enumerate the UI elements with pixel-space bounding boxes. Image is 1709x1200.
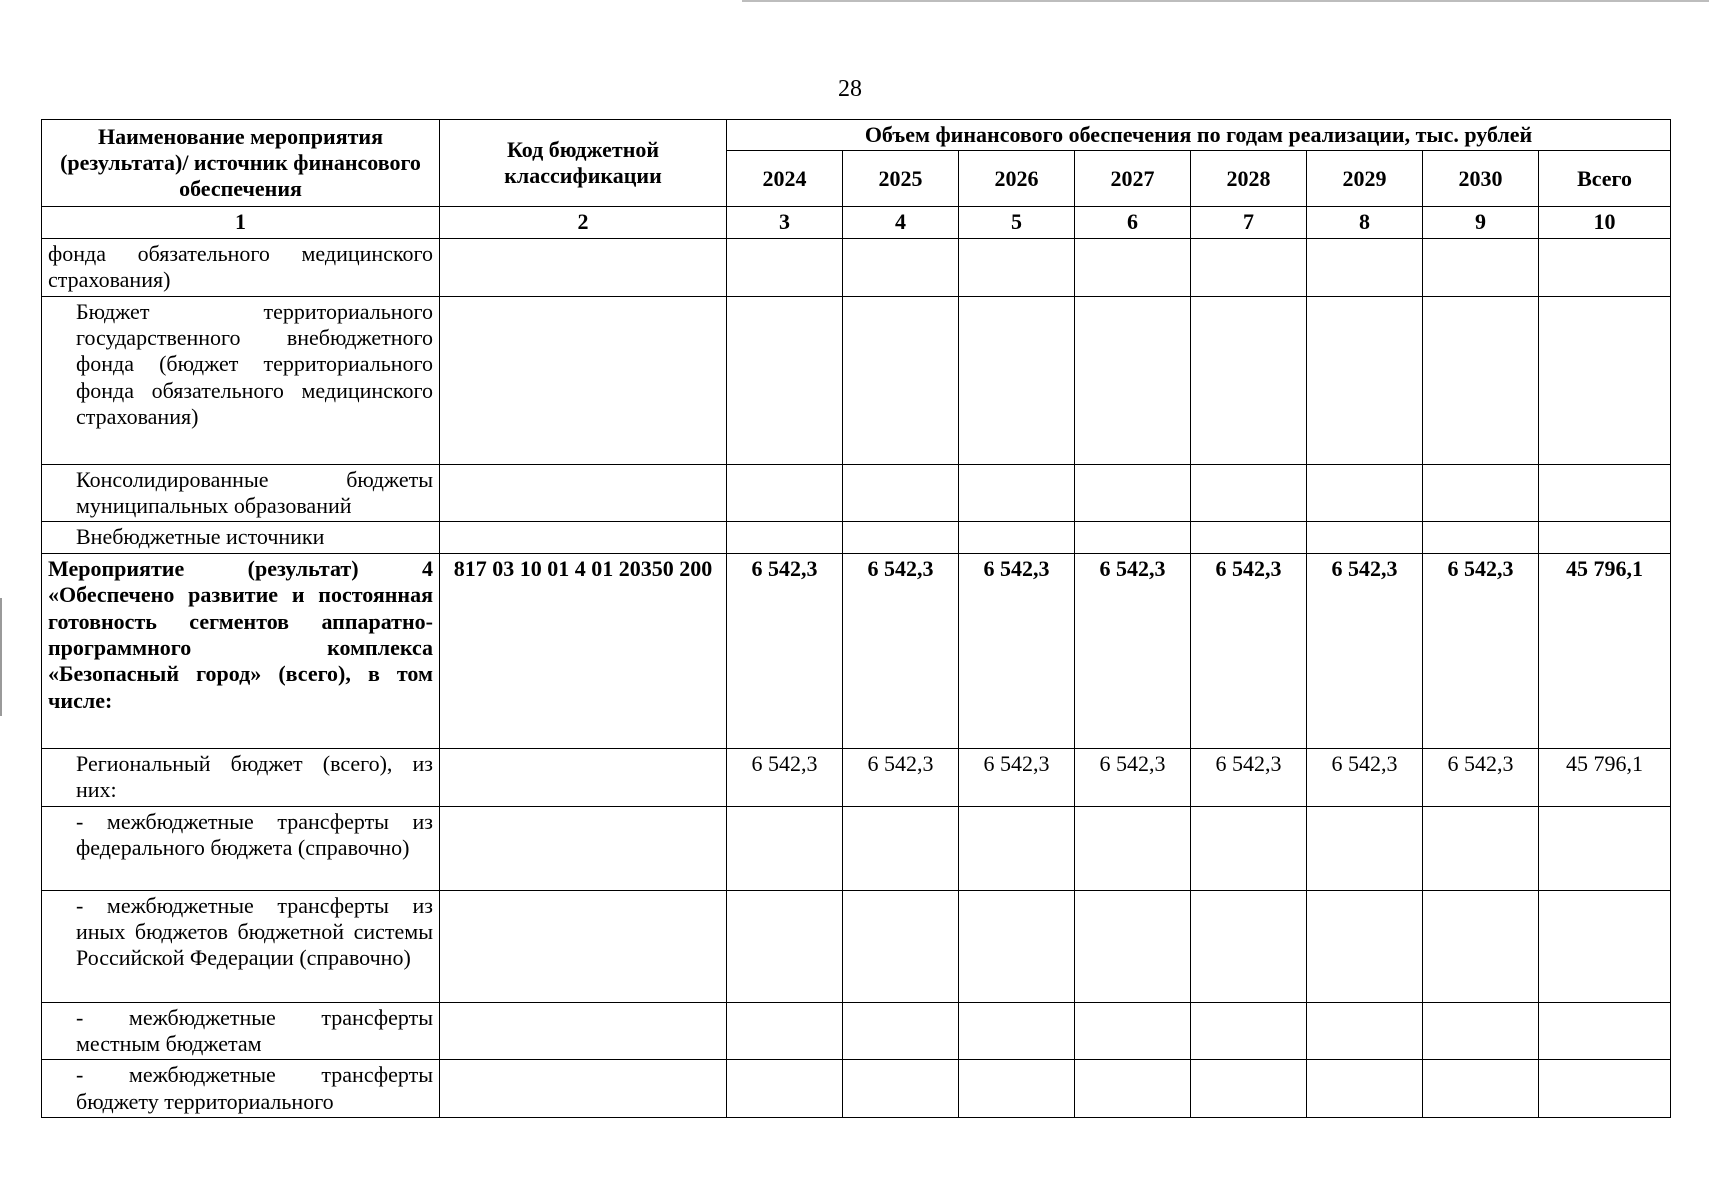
row-value	[1423, 238, 1539, 296]
top-scan-rule	[742, 0, 1709, 2]
row-value	[843, 522, 959, 553]
row-name-text: - межбюджетные трансферты местным бюджетам	[76, 1004, 433, 1056]
row-code	[440, 1002, 727, 1060]
row-name	[42, 748, 440, 806]
table-row	[42, 1060, 1671, 1118]
table-row	[42, 522, 1671, 553]
row-value	[1191, 522, 1307, 553]
row-value	[1075, 238, 1191, 296]
row-value	[1075, 1002, 1191, 1060]
table-row	[42, 464, 1671, 522]
row-value: 6 542,3	[1191, 553, 1307, 748]
header-volume: Объем финансового обеспечения по годам реализации, тыс. рублей	[727, 120, 1671, 151]
row-total: 45 796,1	[1539, 748, 1671, 806]
row-code	[440, 238, 727, 296]
column-number: 6	[1075, 207, 1191, 238]
row-value	[959, 464, 1075, 522]
row-value	[1075, 806, 1191, 890]
row-value	[959, 890, 1075, 1002]
row-value: 6 542,3	[843, 748, 959, 806]
row-value	[727, 1002, 843, 1060]
row-value	[1423, 890, 1539, 1002]
row-value: 6 542,3	[959, 748, 1075, 806]
row-value: 6 542,3	[1423, 748, 1539, 806]
row-value	[843, 464, 959, 522]
row-value: 6 542,3	[727, 748, 843, 806]
row-name	[42, 296, 440, 464]
row-value	[959, 1002, 1075, 1060]
row-value	[1075, 1060, 1191, 1118]
row-value	[1307, 522, 1423, 553]
row-value	[1423, 296, 1539, 464]
column-number: 4	[843, 207, 959, 238]
row-value	[1307, 1002, 1423, 1060]
header-name: Наименование мероприятия (результата)/ источник финансового обеспечения	[42, 120, 440, 207]
row-value	[1423, 806, 1539, 890]
header-year: 2028	[1191, 151, 1307, 207]
row-total	[1539, 1002, 1671, 1060]
row-value	[727, 890, 843, 1002]
row-value	[1423, 522, 1539, 553]
header-total: Всего	[1539, 151, 1671, 207]
column-number: 3	[727, 207, 843, 238]
financing-table	[41, 119, 1671, 1118]
column-number: 1	[42, 207, 440, 238]
row-name	[42, 522, 440, 553]
row-value	[727, 1060, 843, 1118]
row-name	[42, 1060, 440, 1118]
row-value	[843, 806, 959, 890]
column-number: 10	[1539, 207, 1671, 238]
header-year: 2027	[1075, 151, 1191, 207]
row-value	[1191, 1002, 1307, 1060]
row-total	[1539, 464, 1671, 522]
row-code	[440, 748, 727, 806]
column-number: 2	[440, 207, 727, 238]
row-name-text: - межбюджетные трансферты бюджету территориального	[76, 1062, 433, 1114]
row-value	[727, 296, 843, 464]
row-value	[1075, 296, 1191, 464]
row-name	[42, 806, 440, 890]
row-value	[1307, 890, 1423, 1002]
row-value	[843, 238, 959, 296]
row-value	[1191, 806, 1307, 890]
row-value	[843, 890, 959, 1002]
table-row-activity	[42, 553, 1671, 748]
row-value	[1307, 296, 1423, 464]
header-year: 2025	[843, 151, 959, 207]
row-name-text: Бюджет территориального государственного внебюджетного фонда (бюджет территориального фонда обязательного медицинского страхования)	[76, 298, 433, 430]
row-total: 45 796,1	[1539, 553, 1671, 748]
row-value: 6 542,3	[843, 553, 959, 748]
row-total	[1539, 890, 1671, 1002]
row-value	[1307, 238, 1423, 296]
row-value	[1307, 806, 1423, 890]
row-value: 6 542,3	[727, 553, 843, 748]
row-value	[1191, 296, 1307, 464]
row-value	[1075, 522, 1191, 553]
row-value: 6 542,3	[959, 553, 1075, 748]
row-value: 6 542,3	[1307, 748, 1423, 806]
row-value	[1075, 890, 1191, 1002]
row-value	[727, 806, 843, 890]
row-value	[1423, 1002, 1539, 1060]
row-total	[1539, 238, 1671, 296]
row-code	[440, 1060, 727, 1118]
row-value	[1423, 464, 1539, 522]
row-code	[440, 464, 727, 522]
row-name-text: - межбюджетные трансферты из иных бюджетов бюджетной системы Российской Федерации (справочно)	[76, 892, 433, 971]
header-code: Код бюджетной классификации	[440, 120, 727, 207]
row-value	[843, 1060, 959, 1118]
row-code	[440, 522, 727, 553]
row-value: 6 542,3	[1191, 748, 1307, 806]
table-row	[42, 238, 1671, 296]
row-total	[1539, 806, 1671, 890]
row-value	[959, 238, 1075, 296]
left-scan-mark	[0, 598, 2, 716]
row-value	[1191, 238, 1307, 296]
column-number: 7	[1191, 207, 1307, 238]
row-name: Мероприятие (результат) 4 «Обеспечено развитие и постоянная готовность сегментов аппаратно-программного комплекса «Безопасный город» (всего), в том числе:	[42, 553, 440, 748]
row-name	[42, 890, 440, 1002]
header-year: 2029	[1307, 151, 1423, 207]
table-row	[42, 296, 1671, 464]
row-value	[1191, 1060, 1307, 1118]
row-name-text: Внебюджетные источники	[76, 524, 325, 550]
row-value	[1423, 1060, 1539, 1118]
row-total	[1539, 522, 1671, 553]
row-name-text: - межбюджетные трансферты из федерального бюджета (справочно)	[76, 808, 433, 860]
header-year: 2026	[959, 151, 1075, 207]
row-value	[959, 806, 1075, 890]
row-value	[727, 464, 843, 522]
row-value	[727, 522, 843, 553]
row-value: 6 542,3	[1075, 553, 1191, 748]
row-code	[440, 890, 727, 1002]
column-number: 5	[959, 207, 1075, 238]
row-code: 817 03 10 01 4 01 20350 200	[440, 553, 727, 748]
row-value	[1307, 1060, 1423, 1118]
column-number: 9	[1423, 207, 1539, 238]
row-value	[1191, 890, 1307, 1002]
row-code	[440, 296, 727, 464]
column-number: 8	[1307, 207, 1423, 238]
row-value	[843, 1002, 959, 1060]
row-value	[727, 238, 843, 296]
table-row	[42, 890, 1671, 1002]
row-value	[959, 522, 1075, 553]
row-value	[959, 296, 1075, 464]
row-name	[42, 464, 440, 522]
table-row	[42, 748, 1671, 806]
row-value	[1075, 464, 1191, 522]
row-name	[42, 1002, 440, 1060]
row-name: фонда обязательного медицинского страхования)	[42, 238, 440, 296]
row-total	[1539, 1060, 1671, 1118]
page-number: 28	[838, 76, 862, 102]
row-code	[440, 806, 727, 890]
row-value: 6 542,3	[1423, 553, 1539, 748]
row-value: 6 542,3	[1307, 553, 1423, 748]
table-row	[42, 806, 1671, 890]
header-year: 2024	[727, 151, 843, 207]
header-year: 2030	[1423, 151, 1539, 207]
row-value	[1191, 464, 1307, 522]
row-total	[1539, 296, 1671, 464]
row-name-text: Консолидированные бюджеты муниципальных образований	[76, 466, 433, 518]
row-name-text: Региональный бюджет (всего), из них:	[76, 750, 433, 803]
row-value: 6 542,3	[1075, 748, 1191, 806]
row-value	[843, 296, 959, 464]
row-value	[1307, 464, 1423, 522]
row-value	[959, 1060, 1075, 1118]
table-row	[42, 1002, 1671, 1060]
